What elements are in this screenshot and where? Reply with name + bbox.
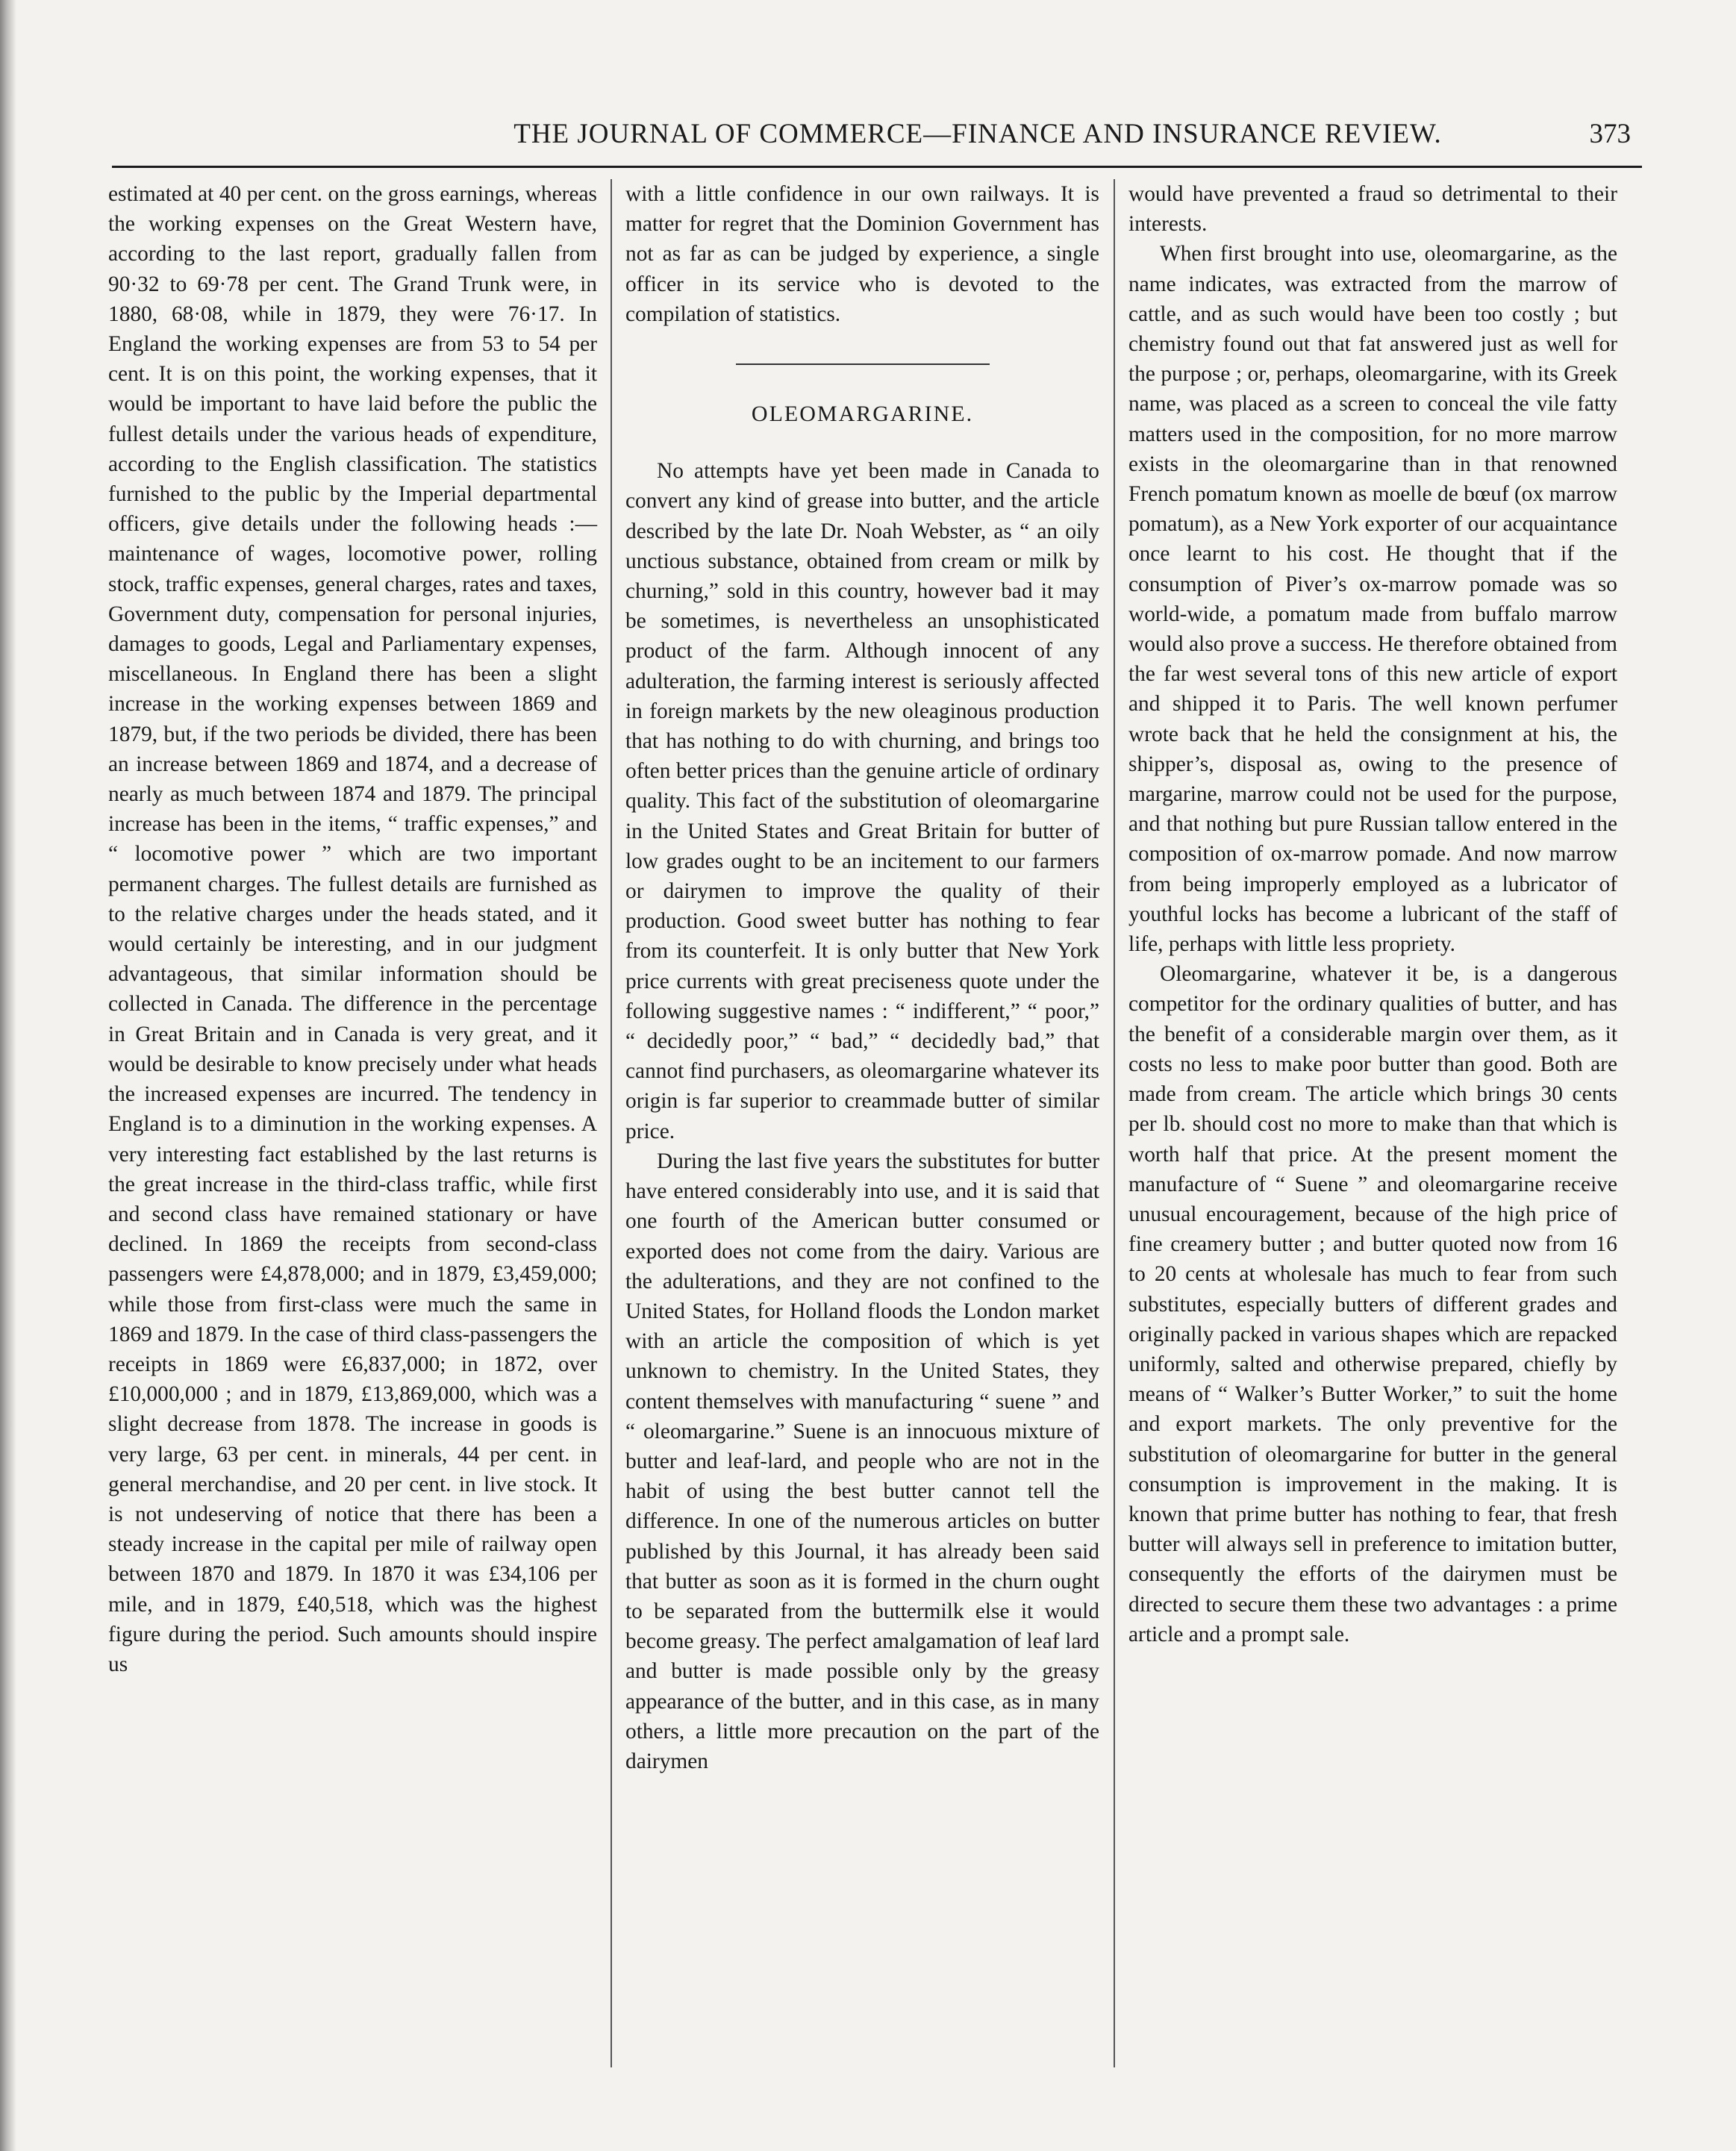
journal-header-title: THE JOURNAL OF COMMERCE—FINANCE AND INSURANCE REVIEW. xyxy=(513,119,1442,149)
col3-paragraph-3: Oleomargarine, whatever it be, is a dangerous competitor for the ordinary qualities of butter, and has the benefit of a considerable margin over them, as it costs no less to make poor butter than good. Both are made from cream. The article which brings 30 cents per lb. should cost no more to make than that which is worth half that price. At the present moment the manufacture of “ Suene ” and oleomargarine receive unusual encouragement, because of the high price of fine creamery butter ; and butter quoted now from 16 to 20 cents at wholesale has much to fear from such substitutes, especially butters of different grades and originally packed in various shapes which are repacked uniformly, salted and otherwise prepared, chiefly by means of “ Walker’s Butter Worker,” to suit the home and export markets. The only preventive for the substitution of oleomargarine for butter in the general consumption is improvement in the making. It is known that prime butter has nothing to fear, that fresh butter will always sell in preference to imitation butter, consequently the efforts of the dairymen must be directed to secure them these two advantages : a prime article and a prompt sale. xyxy=(1128,962,1617,1646)
col3-paragraph-2: When first brought into use, oleomargarine, as the name indicates, was extracted from the marrow of cattle, and as such would have been too costly ; but chemistry found out that fat answered just as well for the purpose ; or, perhaps, oleomargarine, with its Greek name, was placed as a screen to conceal the vile fatty matters used in the composition, for no more marrow exists in the oleomargarine than in that renowned French pomatum known as moelle de bœuf (ox marrow pomatum), as a New York exporter of our acquaintance once learnt to his cost. He thought that if the consumption of Piver’s ox-marrow pomade was so world-wide, a pomatum made from buffalo marrow would also prove a success. He therefore obtained from the far west several tons of this new article of export and shipped it to Paris. The well known perfumer wrote back that he held the consignment at his, the shipper’s, disposal as, owing to the presence of margarine, marrow could not be used for the purpose, and that nothing but pure Russian tallow entered in the composition of ox-marrow pomade. And now marrow from being improperly employed as a lubricator of youthful locks has become a lubricant of the staff of life, perhaps with little less propriety. xyxy=(1128,242,1617,957)
column-1 xyxy=(108,179,597,1679)
section-divider xyxy=(736,363,990,365)
col1-paragraph-1: estimated at 40 per cent. on the gross earnings, whereas the working expenses on the Great Western have, according to the last report, gradually fallen from 90·32 to 69·78 per cent. The Grand Trunk were, in 1880, 68·08, while in 1879, they were 76·17. In England the working expenses are from 53 to 54 per cent. It is on this point, the working expenses, that it would be important to have laid before the public the fullest details under the various heads of expenditure, according to the English classification. The statistics furnished to the public by the Imperial departmental officers, give details under the following heads :—maintenance of wages, locomotive power, rolling stock, traffic expenses, general charges, rates and taxes, Government duty, compensation for personal injuries, damages to goods, Legal and Parliamentary expenses, miscellaneous. In England there has been a slight increase in the working expenses between 1869 and 1879, but, if the two periods be divided, there has been an increase between 1869 and 1874, and a decrease of nearly as much between 1874 and 1879. The principal increase has been in the items, “ traffic expenses,” and “ locomotive power ” which are two important permanent charges. The fullest details are furnished as to the relative charges under the heads stated, and it would certainly be interesting, and in our judgment advantageous, that similar information should be collected in Canada. The difference in the percentage in Great Britain and in Canada is very great, and it would be desirable to know precisely under what heads the increased expenses are incurred. The tendency in England is to a diminution in the working expenses. A very interesting fact established by the last returns is the great increase in the third-class traffic, while first and second class have remained stationary or have declined. In 1869 the receipts from second-class passengers were £4,878,000; and in 1879, £3,459,000; while those from first-class were much the same in 1869 and 1879. In the case of third class-passengers the receipts in 1869 were £6,837,000; in 1872, over £10,000,000 ; and in 1879, £13,869,000, which was a slight decrease from 1878. The increase in goods is very large, 63 per cent. in minerals, 44 per cent. in general merchandise, and 20 per cent. in live stock. It is not undeserving of notice that there has been a steady increase in the capital per mile of railway open between 1870 and 1879. In 1870 it was £34,106 per mile, and in 1879, £40,518, which was the highest figure during the period. Such amounts should inspire us xyxy=(108,182,597,1676)
column-2 xyxy=(625,179,1099,1776)
column-divider-2 xyxy=(1114,179,1115,2067)
section-title-oleomargarine: OLEOMARGARINE. xyxy=(751,402,974,427)
column-divider-1 xyxy=(611,179,612,2067)
column-3 xyxy=(1128,179,1617,1649)
col2-paragraph-3: During the last five years the substitutes for butter have entered considerably into use, and it is said that one fourth of the American butter consumed or exported does not come from the dairy. Various are the adulterations, and they are not confined to the United States, for Holland floods the London market with an article the composition of which is yet unknown to chemistry. In the United States, they content themselves with manufacturing “ suene ” and “ oleomargarine.” Suene is an innocuous mixture of butter and leaf-lard, and people who are not in the habit of using the best butter cannot tell the difference. In one of the numerous articles on butter published by this Journal, it has already been said that butter as soon as it is formed in the churn ought to be separated from the buttermilk else it would become greasy. The perfect amalgamation of leaf lard and butter is made possible only by the greasy appearance of the butter, and in this case, as in many others, a little more precaution on the part of the dairymen xyxy=(625,1149,1099,1773)
page-edge-shadow xyxy=(0,0,16,2151)
col2-paragraph-2: No attempts have yet been made in Canada to convert any kind of grease into butter, and the article described by the late Dr. Noah Webster, as “ an oily unctious substance, obtained from cream or milk by churning,” sold in this country, however bad it may be sometimes, is nevertheless an unsophisticated product of the farm. Although innocent of any adulteration, the farming interest is seriously affected in foreign markets by the new oleaginous production that has nothing to do with churning, and brings too often better prices than the genuine article of ordinary quality. This fact of the substitution of oleomargarine in the United States and Great Britain for butter of low grades ought to be an incitement to our farmers or dairymen to improve the quality of their production. Good sweet butter has nothing to fear from its counterfeit. It is only butter that New York price currents with great preciseness quote under the following suggestive names : “ indifferent,” “ poor,” “ decidedly poor,” “ bad,” “ decidedly bad,” that cannot find purchasers, as oleomargarine whatever its origin is far superior to creammade butter of similar price. xyxy=(625,459,1099,1143)
header-rule xyxy=(112,166,1642,168)
col2-paragraph-1: with a little confidence in our own railways. It is matter for regret that the Dominion Government has not as far as can be judged by experience, a single officer in its service who is devoted to the compilation of statistics. xyxy=(625,182,1099,326)
col3-paragraph-1: would have prevented a fraud so detrimental to their interests. xyxy=(1128,182,1617,237)
page-number: 373 xyxy=(1589,119,1631,149)
